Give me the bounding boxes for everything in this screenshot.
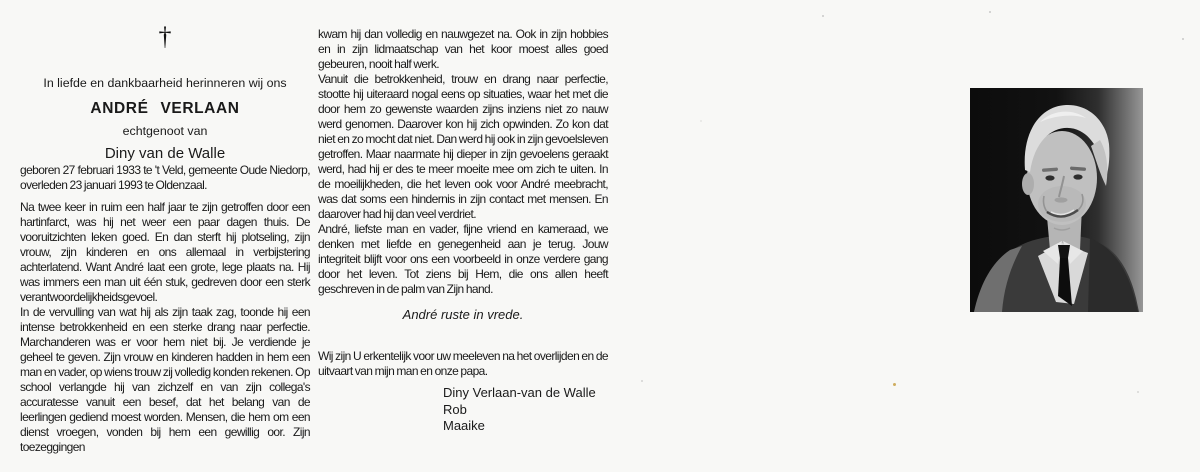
cross-icon: † [158,22,172,51]
scan-speck [641,380,643,382]
scan-speck [822,15,824,17]
acknowledgement-paragraph: Wij zijn U erkentelijk voor uw meeleven na het overlijden en de uitvaart van mijn man en onze papa. [318,349,608,378]
scan-speck [893,383,896,386]
spouse-name: Diny van de Walle [104,145,226,162]
left-column [20,22,310,455]
scan-speck [989,11,991,13]
deceased-name: ANDRÉ VERLAAN [90,100,240,117]
scan-speck [700,120,702,122]
memorial-paragraph: In de vervulling van wat hij als zijn taak zag, toonde hij een intense betrokkenheid en een sterke drang naar perfectie. Marchanderen was er voor hem niet bij. Je verdiende je geheel te geven. Zijn vrouw en kinderen hadden in hem een man en vader, op wiens trouw zij volledig konden rekenen. Op school verlangde hij van zichzelf en van zijn collega's accuratesse vanuit een besef, dat het belang van de leerlingen gediend moest worden. Mensen, die hem om een dienst vroegen, vonden bij hem een gewillig oor. Zijn toezeggingen [20,305,310,454]
scan-speck [1137,391,1139,393]
memorial-paragraph: kwam hij dan volledig en nauwgezet na. Ook in zijn hobbies en in zijn lidmaatschap van het koor moest alles goed gebeuren, nooit half werk. [318,27,608,71]
signature-line: Diny Verlaan-van de Walle [443,385,596,400]
scan-speck [1182,38,1184,40]
intro-line: In liefde en dankbaarheid herinneren wij ons [43,76,287,90]
rest-in-peace-line: André ruste in vrede. [402,307,524,322]
relation-line: echtgenoot van [122,124,208,138]
birth-death-line: geboren 27 februari 1933 te 't Veld, gemeente Oude Niedorp, overleden 23 januari 1993 te Oldenzaal. [20,163,310,192]
portrait-photo-image [970,88,1143,312]
signature-line: Maaike [443,418,485,433]
signatures [443,385,608,435]
memorial-header [20,22,310,163]
signature-line: Rob [443,401,467,417]
memorial-paragraph: Na twee keer in ruim een half jaar te zijn getroffen door een hartinfarct, was hij net weer een paar dagen thuis. De vooruitzichten leken goed. En dan sterft hij plotseling, zijn vrouw, zijn kinderen en ons allemaal in verbijstering achterlatend. Want André laat een grote, lege plaats na. Hij was immers een man uit één stuk, gedreven door een sterk verantwoordelijkheidsgevoel. [20,200,310,304]
portrait-photo [970,88,1143,312]
memorial-paragraph: André, liefste man en vader, fijne vriend en kameraad, we denken met liefde en genegenheid aan je terug. Jouw integriteit blijft voor ons een voorbeeld in onze verdere gang door het leven. Tot ziens bij Hem, die ons allen heeft geschreven in de palm van Zijn hand. [318,222,608,296]
memorial-paragraph: Vanuit die betrokkenheid, trouw en drang naar perfectie, stootte hij uiteraard nogal eens op situaties, waar het met die door hem zo gewenste waarden zijns inziens niet zo nauw werd genomen. Daarover kon hij zich opwinden. Zo kon dat niet en zo mocht dat niet. Dan werd hij ook in zijn gevoelsleven getroffen. Maar naarmate hij dieper in zijn gevoelens geraakt werd, had hij er des te meer moeite mee om zich te uiten. In de moeilijkheden, die het leven ook voor André meebracht, was dat soms een hindernis in zijn contact met mensen. En daarover had hij dan veel verdriet. [318,72,608,221]
middle-column [318,27,608,435]
